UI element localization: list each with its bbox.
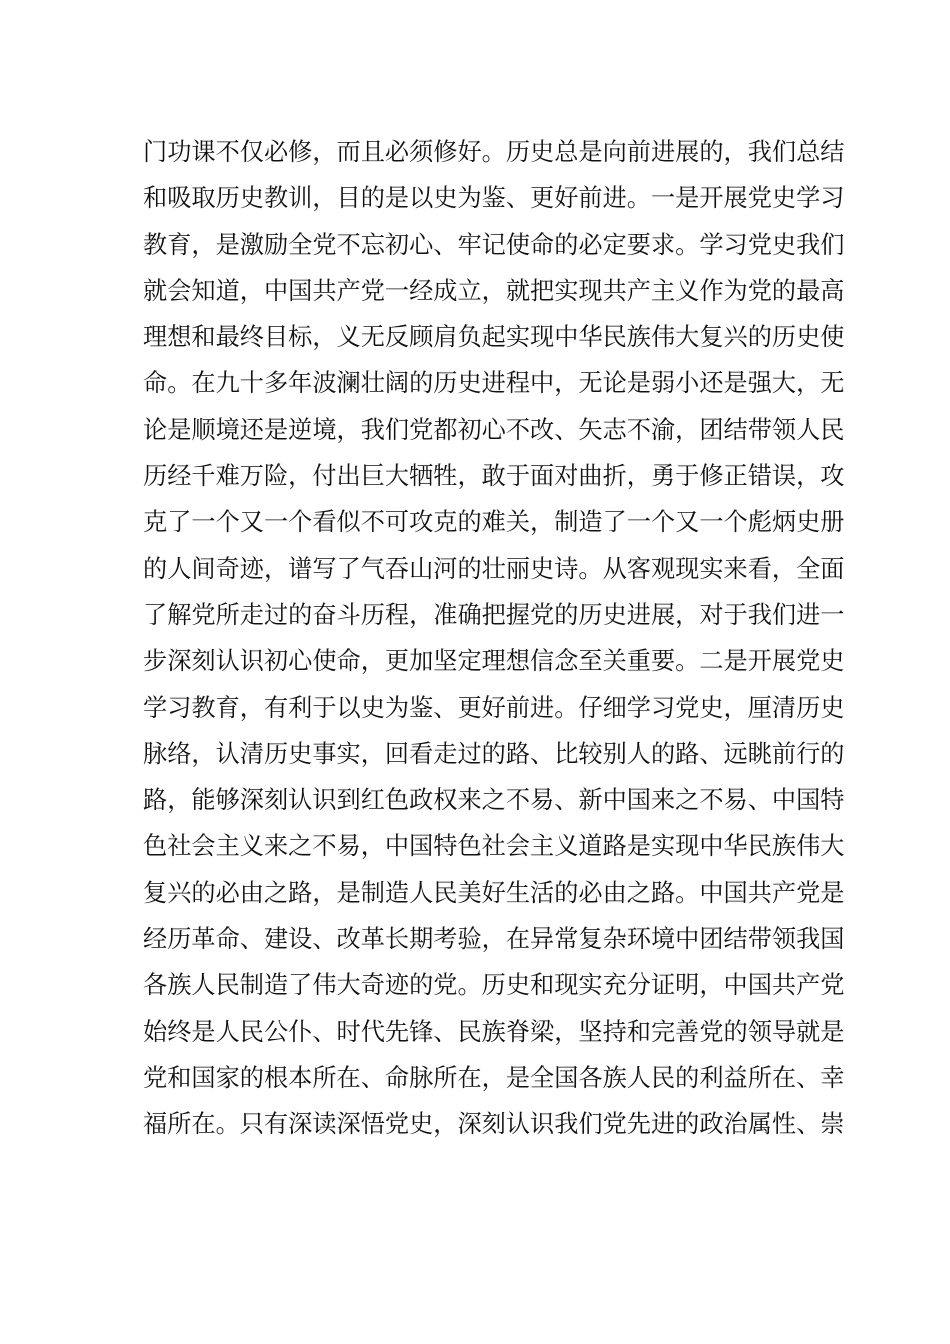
- text-line-22: 福所在。只有深读深悟党史，深刻认识我们党先进的政治属性、崇: [143, 1110, 845, 1139]
- text-line-3: 教育，是激励全党不忘初心、牢记使命的必定要求。学习党史我们: [143, 230, 845, 259]
- text-line-14: 脉络，认清历史事实，回看走过的路、比较别人的路、远眺前行的: [143, 739, 845, 768]
- text-line-8: 历经千难万险，付出巨大牺牲，敢于面对曲折，勇于修正错误，攻: [143, 462, 845, 491]
- text-line-2: 和吸取历史教训，目的是以史为鉴、更好前进。一是开展党史学习: [143, 184, 845, 213]
- text-line-11: 了解党所走过的奋斗历程，准确把握党的历史进展，对于我们进一: [143, 600, 845, 629]
- text-line-5: 理想和最终目标，义无反顾肩负起实现中华民族伟大复兴的历史使: [143, 323, 845, 352]
- text-line-4: 就会知道，中国共产党一经成立，就把实现共产主义作为党的最高: [143, 276, 845, 305]
- text-line-19: 各族人民制造了伟大奇迹的党。历史和现实充分证明，中国共产党: [143, 971, 845, 1000]
- text-line-12: 步深刻认识初心使命，更加坚定理想信念至关重要。二是开展党史: [143, 647, 845, 676]
- text-line-21: 党和国家的根本所在、命脉所在，是全国各族人民的利益所在、幸: [143, 1063, 845, 1092]
- text-line-7: 论是顺境还是逆境，我们党都初心不改、矢志不渝，团结带领人民: [143, 415, 845, 444]
- text-line-10: 的人间奇迹，谱写了气吞山河的壮丽史诗。从客观现实来看，全面: [143, 554, 845, 583]
- text-line-16: 色社会主义来之不易，中国特色社会主义道路是实现中华民族伟大: [143, 832, 845, 861]
- text-line-13: 学习教育，有利于以史为鉴、更好前进。仔细学习党史，厘清历史: [143, 693, 845, 722]
- text-line-20: 始终是人民公仆、时代先锋、民族脊梁，坚持和完善党的领导就是: [143, 1017, 845, 1046]
- text-line-1: 门功课不仅必修，而且必须修好。历史总是向前进展的，我们总结: [143, 138, 845, 166]
- body-paragraph: [143, 129, 845, 1148]
- text-line-15: 路，能够深刻认识到红色政权来之不易、新中国来之不易、中国特: [143, 786, 845, 815]
- text-line-18: 经历革命、建设、改革长期考验，在异常复杂环境中团结带领我国: [143, 925, 845, 954]
- text-line-9: 克了一个又一个看似不可攻克的难关，制造了一个又一个彪炳史册: [143, 508, 845, 537]
- text-line-6: 命。在九十多年波澜壮阔的历史进程中，无论是弱小还是强大，无: [143, 369, 845, 398]
- text-line-17: 复兴的必由之路，是制造人民美好生活的必由之路。中国共产党是: [143, 878, 845, 907]
